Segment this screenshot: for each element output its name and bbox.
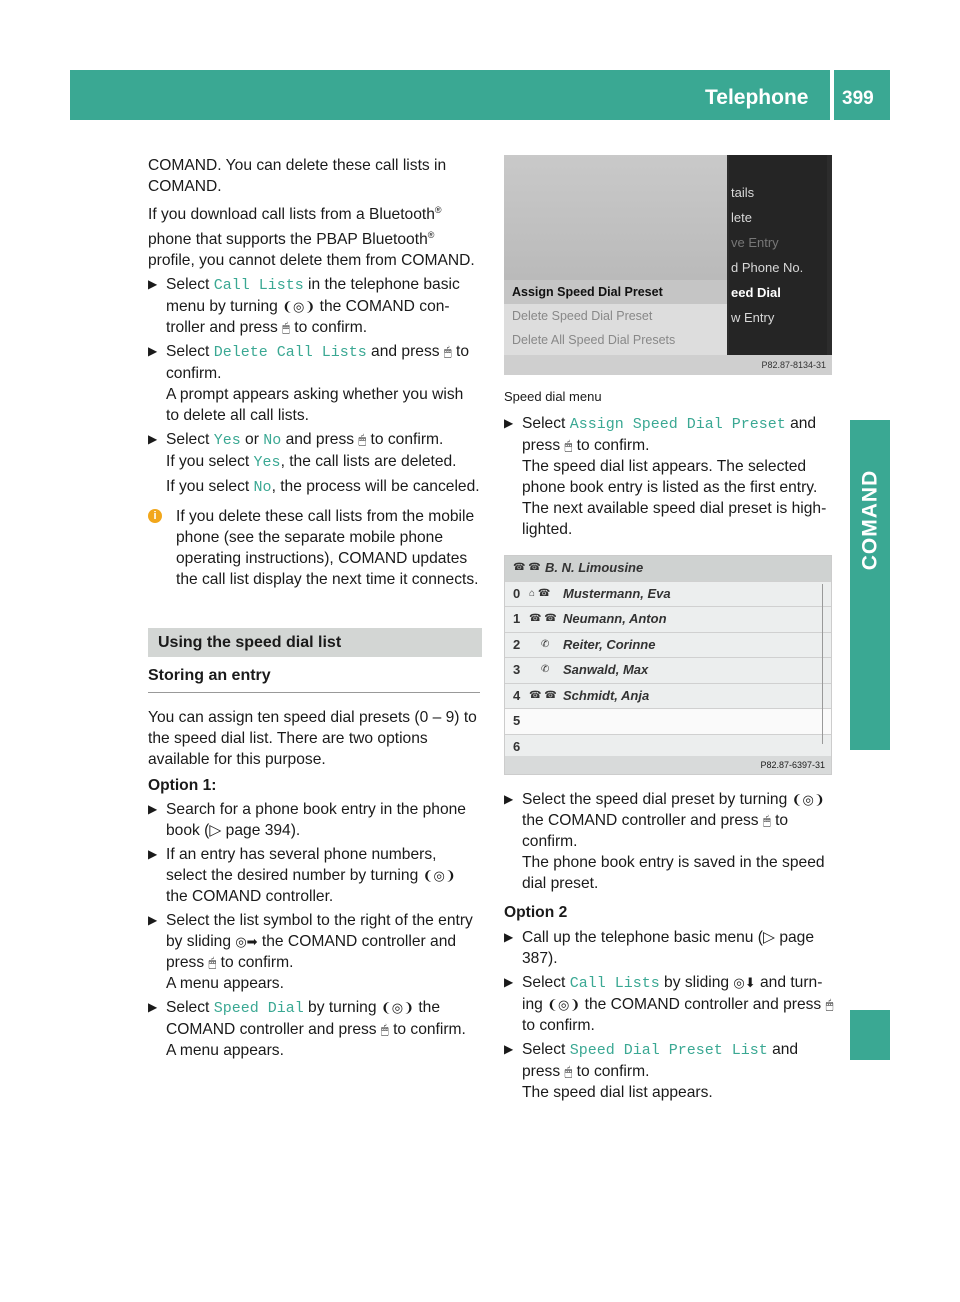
list-item: 3 ✆ Sanwald, Max bbox=[505, 658, 831, 684]
page-ref-icon: ▷ bbox=[763, 929, 775, 946]
option-2-label: Option 2 bbox=[504, 904, 568, 921]
list-item-highlighted: 5 bbox=[505, 709, 831, 735]
step-select-preset: ▶ Select the speed dial preset by turning ❨◎❩ the COMAND controller and press 🖱 to confirm. The phone book entry is saved in the speed dial preset. bbox=[504, 791, 825, 892]
image-code: P82.87-6397-31 bbox=[505, 756, 831, 774]
scrollbar bbox=[822, 584, 827, 744]
right-menu-item: d Phone No. bbox=[731, 260, 804, 275]
step-delete-call-lists: ▶ Select Delete Call Lists and press 🖱 to confirm. A prompt appears asking whether you wish to delete all call lists. bbox=[148, 343, 470, 425]
list-item: 4 ☎ ☎ Schmidt, Anja bbox=[505, 684, 831, 710]
step-no-result: If you select No, the process will be canceled. bbox=[166, 478, 480, 497]
arrow-icon: ▶ bbox=[148, 913, 158, 928]
controller-turn-icon: ❨◎❩ bbox=[422, 868, 456, 884]
arrow-icon: ▶ bbox=[148, 344, 158, 359]
right-menu-item: ve Entry bbox=[731, 235, 779, 250]
side-tab-label: COMAND bbox=[858, 469, 881, 571]
controller-turn-icon: ❨◎❩ bbox=[791, 792, 825, 807]
page-number: 399 bbox=[842, 88, 874, 109]
phone-icon: ☎ ☎ bbox=[513, 562, 541, 573]
left-column bbox=[148, 155, 480, 1061]
arrow-icon: ▶ bbox=[148, 432, 158, 447]
phone-icon: ☎ ☎ bbox=[529, 689, 557, 701]
speed-dial-list-screenshot bbox=[504, 555, 832, 775]
speed-dial-menu-screenshot bbox=[504, 155, 832, 375]
controller-press-icon: 🖱 bbox=[443, 344, 452, 360]
phone-icon: ☎ ☎ bbox=[529, 613, 557, 624]
step-yes-no: ▶ Select Yes or No and press 🖱 to confirm. If you select Yes, the call lists are deleted. bbox=[148, 431, 457, 472]
step-select-number: ▶ If an entry has several phone numbers, select the desired number by turning ❨◎❩ the COMAND controller. bbox=[148, 846, 456, 906]
para-intro: COMAND. You can delete these call lists in COMAND. bbox=[148, 157, 447, 195]
side-block bbox=[850, 1010, 890, 1060]
step-list-symbol: ▶ Select the list symbol to the right of the entry by sliding ◎➡ the COMAND controller and press 🖱 to confirm. A menu appears. bbox=[148, 912, 473, 993]
arrow-icon: ▶ bbox=[504, 975, 514, 989]
figure-caption: Speed dial menu bbox=[504, 389, 602, 404]
list-header-row: ☎ ☎ B. N. Limousine bbox=[505, 556, 831, 582]
screenshot-right-menu bbox=[729, 155, 827, 355]
controller-press-icon: 🖱 bbox=[564, 1064, 573, 1079]
arrow-icon: ▶ bbox=[504, 930, 514, 944]
page-ref-icon: ▷ bbox=[209, 822, 222, 840]
step-select-call-lists: ▶ Select Call Lists in the telephone basic menu by turning ❨◎❩ the COMAND controller and press 🖱 to confirm. bbox=[148, 276, 460, 337]
info-note: i If you delete these call lists from the mobile phone (see the separate mobile phone operating instructions), COMAND updates the call list display the next time it connects. bbox=[148, 506, 480, 590]
home-phone-icon: ⌂ ☎ bbox=[529, 587, 551, 599]
right-menu-item: lete bbox=[731, 210, 752, 225]
controller-press-icon: 🖱 bbox=[358, 432, 367, 448]
para-speed-dial-intro: You can assign ten speed dial presets (0 – 9) to the speed dial list. There are two options available for this purpose. bbox=[148, 709, 477, 769]
menu-delete-all-presets: Delete All Speed Dial Presets bbox=[512, 333, 676, 347]
list-item: 0 ⌂ ☎ Mustermann, Eva bbox=[505, 582, 831, 608]
list-item: 1 ☎ ☎ Neumann, Anton bbox=[505, 607, 831, 633]
arrow-icon: ▶ bbox=[148, 277, 158, 292]
step-call-lists-slide: ▶ Select Call Lists by sliding ◎⬇ and turning ❨◎❩ the COMAND controller and press 🖱 to confirm. bbox=[504, 974, 834, 1034]
controller-slide-down-icon: ◎⬇ bbox=[733, 975, 756, 990]
right-menu-item: tails bbox=[731, 185, 755, 200]
step-search-phonebook: ▶ Search for a phone book entry in the phone book (▷ page 394). bbox=[148, 801, 466, 840]
para-bluetooth: If you download call lists from a Bluetooth® phone that supports the PBAP Bluetooth® profile, you cannot delete them from COMAND. bbox=[148, 205, 475, 270]
right-menu-item: w Entry bbox=[731, 310, 775, 325]
list-item: 2 ✆ Reiter, Corinne bbox=[505, 633, 831, 659]
image-code: P82.87-8134-31 bbox=[504, 355, 832, 375]
controller-press-icon: 🖱 bbox=[762, 813, 771, 828]
subsection-heading: Storing an entry bbox=[148, 665, 480, 693]
arrow-icon: ▶ bbox=[148, 802, 158, 817]
controller-press-icon: 🖱 bbox=[825, 997, 834, 1012]
controller-press-icon: 🖱 bbox=[380, 1022, 389, 1038]
arrow-icon: ▶ bbox=[148, 847, 158, 862]
arrow-icon: ▶ bbox=[504, 416, 514, 430]
arrow-icon: ▶ bbox=[504, 1042, 514, 1056]
step-assign-preset: ▶ Select Assign Speed Dial Preset and press 🖱 to confirm. The speed dial list appears. The selected phone book entry is listed as the first entry. The next available speed dial preset is highlighted. bbox=[504, 415, 827, 538]
controller-turn-icon: ❨◎❩ bbox=[547, 997, 581, 1012]
right-column-bottom bbox=[504, 789, 834, 1103]
right-column-top bbox=[504, 413, 834, 540]
speed-dial-submenu bbox=[504, 280, 727, 355]
section-heading: Using the speed dial list bbox=[148, 628, 482, 657]
info-icon: i bbox=[148, 509, 162, 523]
controller-turn-icon: ❨◎❩ bbox=[282, 299, 316, 315]
controller-slide-right-icon: ◎➡ bbox=[235, 934, 258, 950]
step-preset-list: ▶ Select Speed Dial Preset List and press 🖱 to confirm. The speed dial list appears. bbox=[504, 1041, 799, 1101]
chapter-title: Telephone bbox=[705, 86, 809, 109]
mobile-icon: ✆ bbox=[541, 638, 550, 650]
controller-press-icon: 🖱 bbox=[282, 320, 290, 336]
menu-delete-preset: Delete Speed Dial Preset bbox=[512, 309, 653, 323]
side-tab-label-wrap bbox=[850, 420, 890, 620]
arrow-icon: ▶ bbox=[148, 1000, 158, 1015]
menu-assign-preset: Assign Speed Dial Preset bbox=[504, 280, 727, 304]
controller-turn-icon: ❨◎❩ bbox=[380, 1000, 414, 1016]
controller-press-icon: 🖱 bbox=[564, 438, 573, 453]
option-1-label: Option 1: bbox=[148, 777, 217, 795]
mobile-icon: ✆ bbox=[541, 664, 550, 675]
right-menu-item: eed Dial bbox=[731, 285, 781, 300]
controller-press-icon: 🖱 bbox=[208, 955, 217, 971]
arrow-icon: ▶ bbox=[504, 792, 514, 806]
step-speed-dial: ▶ Select Speed Dial by turning ❨◎❩ the COMAND controller and press 🖱 to confirm. A menu appears. bbox=[148, 999, 466, 1060]
list-item: 6 bbox=[505, 735, 831, 761]
step-call-up-menu: ▶ Call up the telephone basic menu (▷ page 387). bbox=[504, 929, 815, 967]
